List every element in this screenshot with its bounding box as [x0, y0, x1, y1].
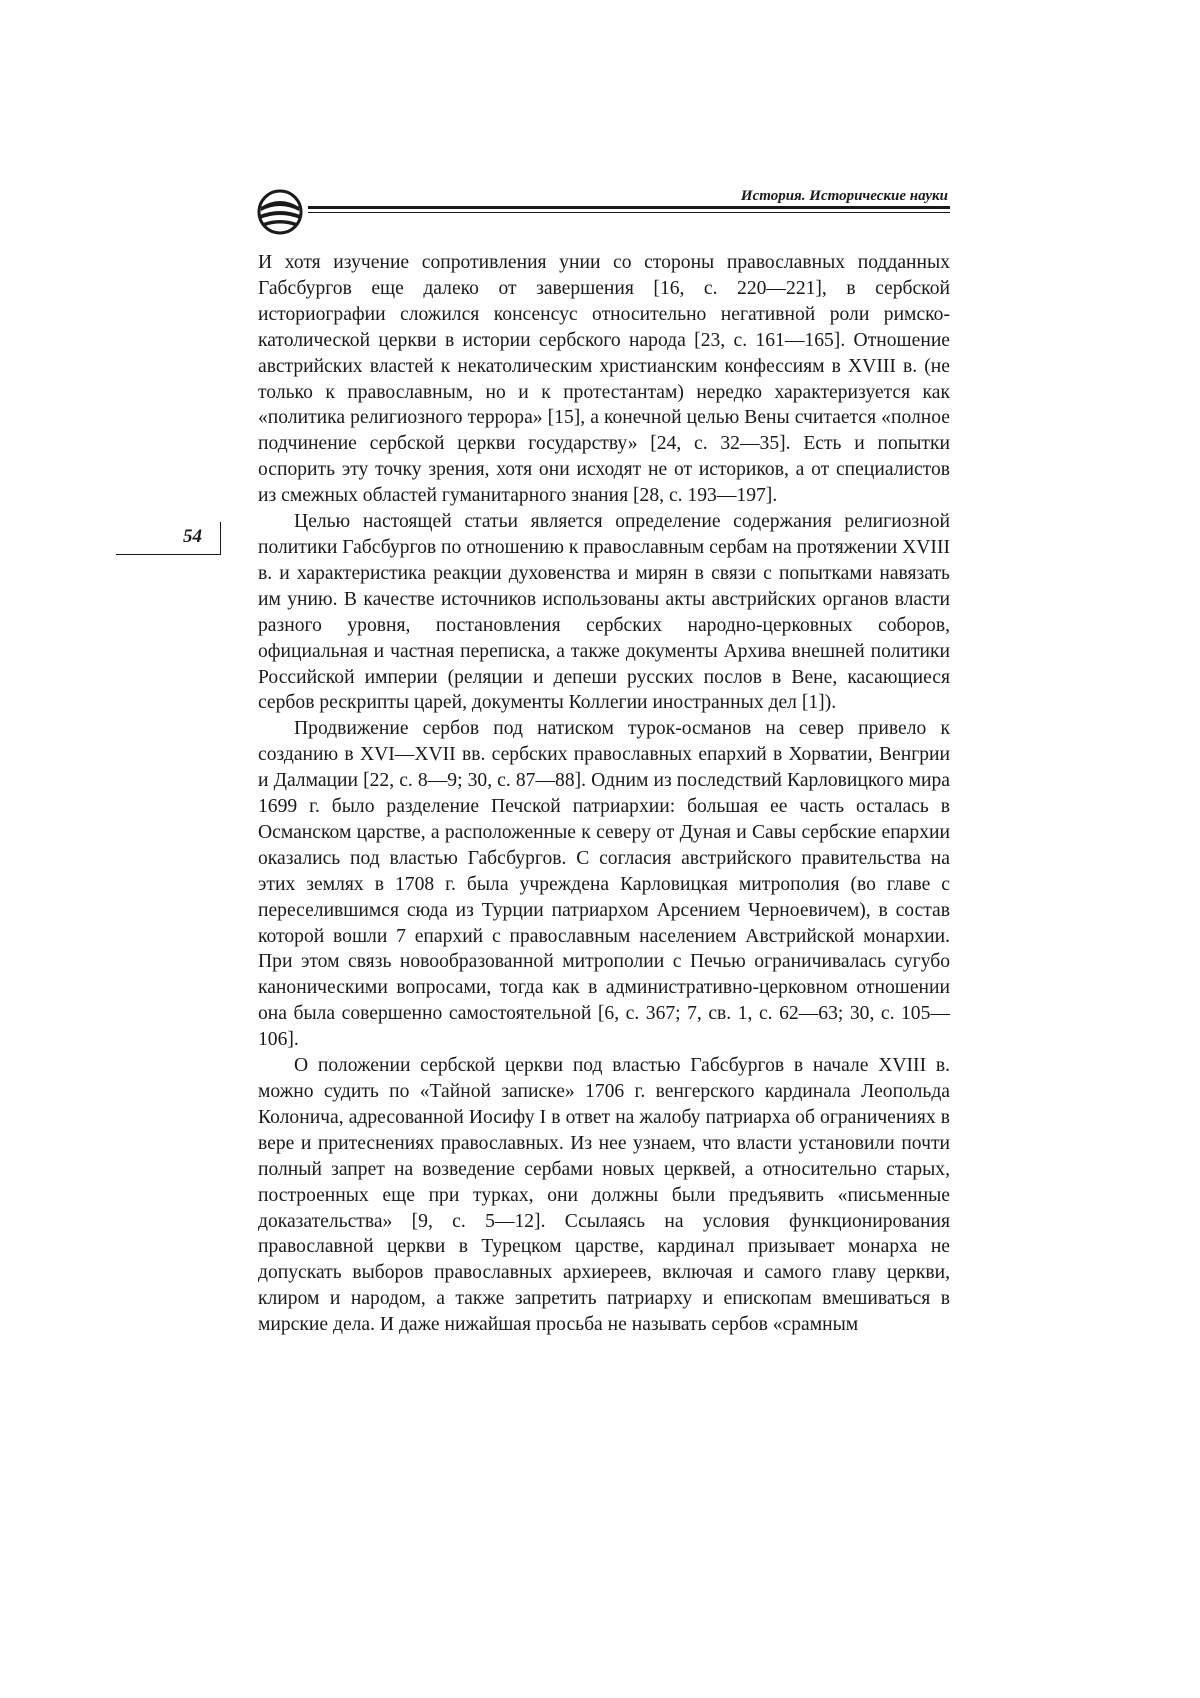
header-rule-thin — [308, 212, 950, 213]
paragraph-3: Продвижение сербов под натиском турок-османов на север привело к созданию в XVI—XVII вв. сербских православных епархий в Хорватии, Венгрии и Далмации [22, с. 8—9; 30, с. 87—88]. Одним из последствий Карловицкого мира 1699 г. было разделение Печской патриархии: большая ее часть осталась в Османском царстве, а расположенные к северу от Дуная и Савы сербские епархии оказались под властью Габсбургов. С согласия австрийского правительства на этих землях в 1708 г. была учреждена Карловицкая митрополия (во главе с переселившимся сюда из Турции патриархом Арсением Черноевичем), в состав которой вошли 7 епархий с православным населением Австрийской монархии. При этом связь новообразованной митрополии с Печью ограничивалась сугубо каноническими вопросами, тогда как в административно-церковном отношении она была совершенно самостоятельной [6, с. 367; 7, св. 1, с. 62—63; 30, с. 105—106]. — [258, 718, 950, 1051]
header-rule-thick — [308, 206, 950, 209]
journal-logo-icon — [256, 188, 304, 236]
paragraph-1: И хотя изучение сопротивления унии со стороны православных подданных Габсбургов еще далеко от завершения [16, с. 220—221], в сербской историографии сложился консенсус относительно негативной роли римско-католической церкви в истории сербского народа [23, с. 161—165]. Отношение австрийских властей к некатолическим христианским конфессиям в XVIII в. (не только к православным, но и к протестантам) нередко характеризуется как «политика религиозного террора» [15], а конечной целью Вены считается «полное подчинение сербской церкви государству» [24, с. 32—35]. Есть и попытки оспорить эту точку зрения, хотя они исходят не от историков, а от специалистов из смежных областей гуманитарного знания [28, с. 193—197]. — [258, 252, 950, 507]
paragraph-2: Целью настоящей статьи является определение содержания религиозной политики Габсбургов по отношению к православным сербам на протяжении XVIII в. и характеристика реакции духовенства и мирян в связи с попытками навязать им унию. В качестве источников использованы акты австрийских органов власти разного уровня, постановления сербских народно-церковных соборов, официальная и частная переписка, а также документы Архива внешней политики Российской империи (реляции и депеши русских послов в Вене, касающиеся сербов рескрипты царей, документы Коллегии иностранных дел [1]). — [258, 511, 950, 714]
article-body — [258, 250, 950, 1338]
running-head-title: История. Исторические науки — [740, 188, 948, 204]
page-number-box — [116, 522, 221, 555]
page-number: 54 — [183, 526, 202, 547]
paragraph-4: О положении сербской церкви под властью Габсбургов в начале XVIII в. можно судить по «Тайной записке» 1706 г. венгерского кардинала Леопольда Колонича, адресованной Иосифу I в ответ на жалобу патриарха об ограничениях в вере и притеснениях православных. Из нее узнаем, что власти установили почти полный запрет на возведение сербами новых церквей, а относительно старых, построенных еще при турках, они должны были предъявить «письменные доказательства» [9, с. 5—12]. Ссылаясь на условия функционирования православной церкви в Турецком царстве, кардинал призывает монарха не допускать выборов православных архиереев, включая и самого главу церкви, клиром и народом, а также запретить патриарху и епископам вмешиваться в мирские дела. И даже нижайшая просьба не называть сербов «срамным — [258, 1055, 950, 1336]
